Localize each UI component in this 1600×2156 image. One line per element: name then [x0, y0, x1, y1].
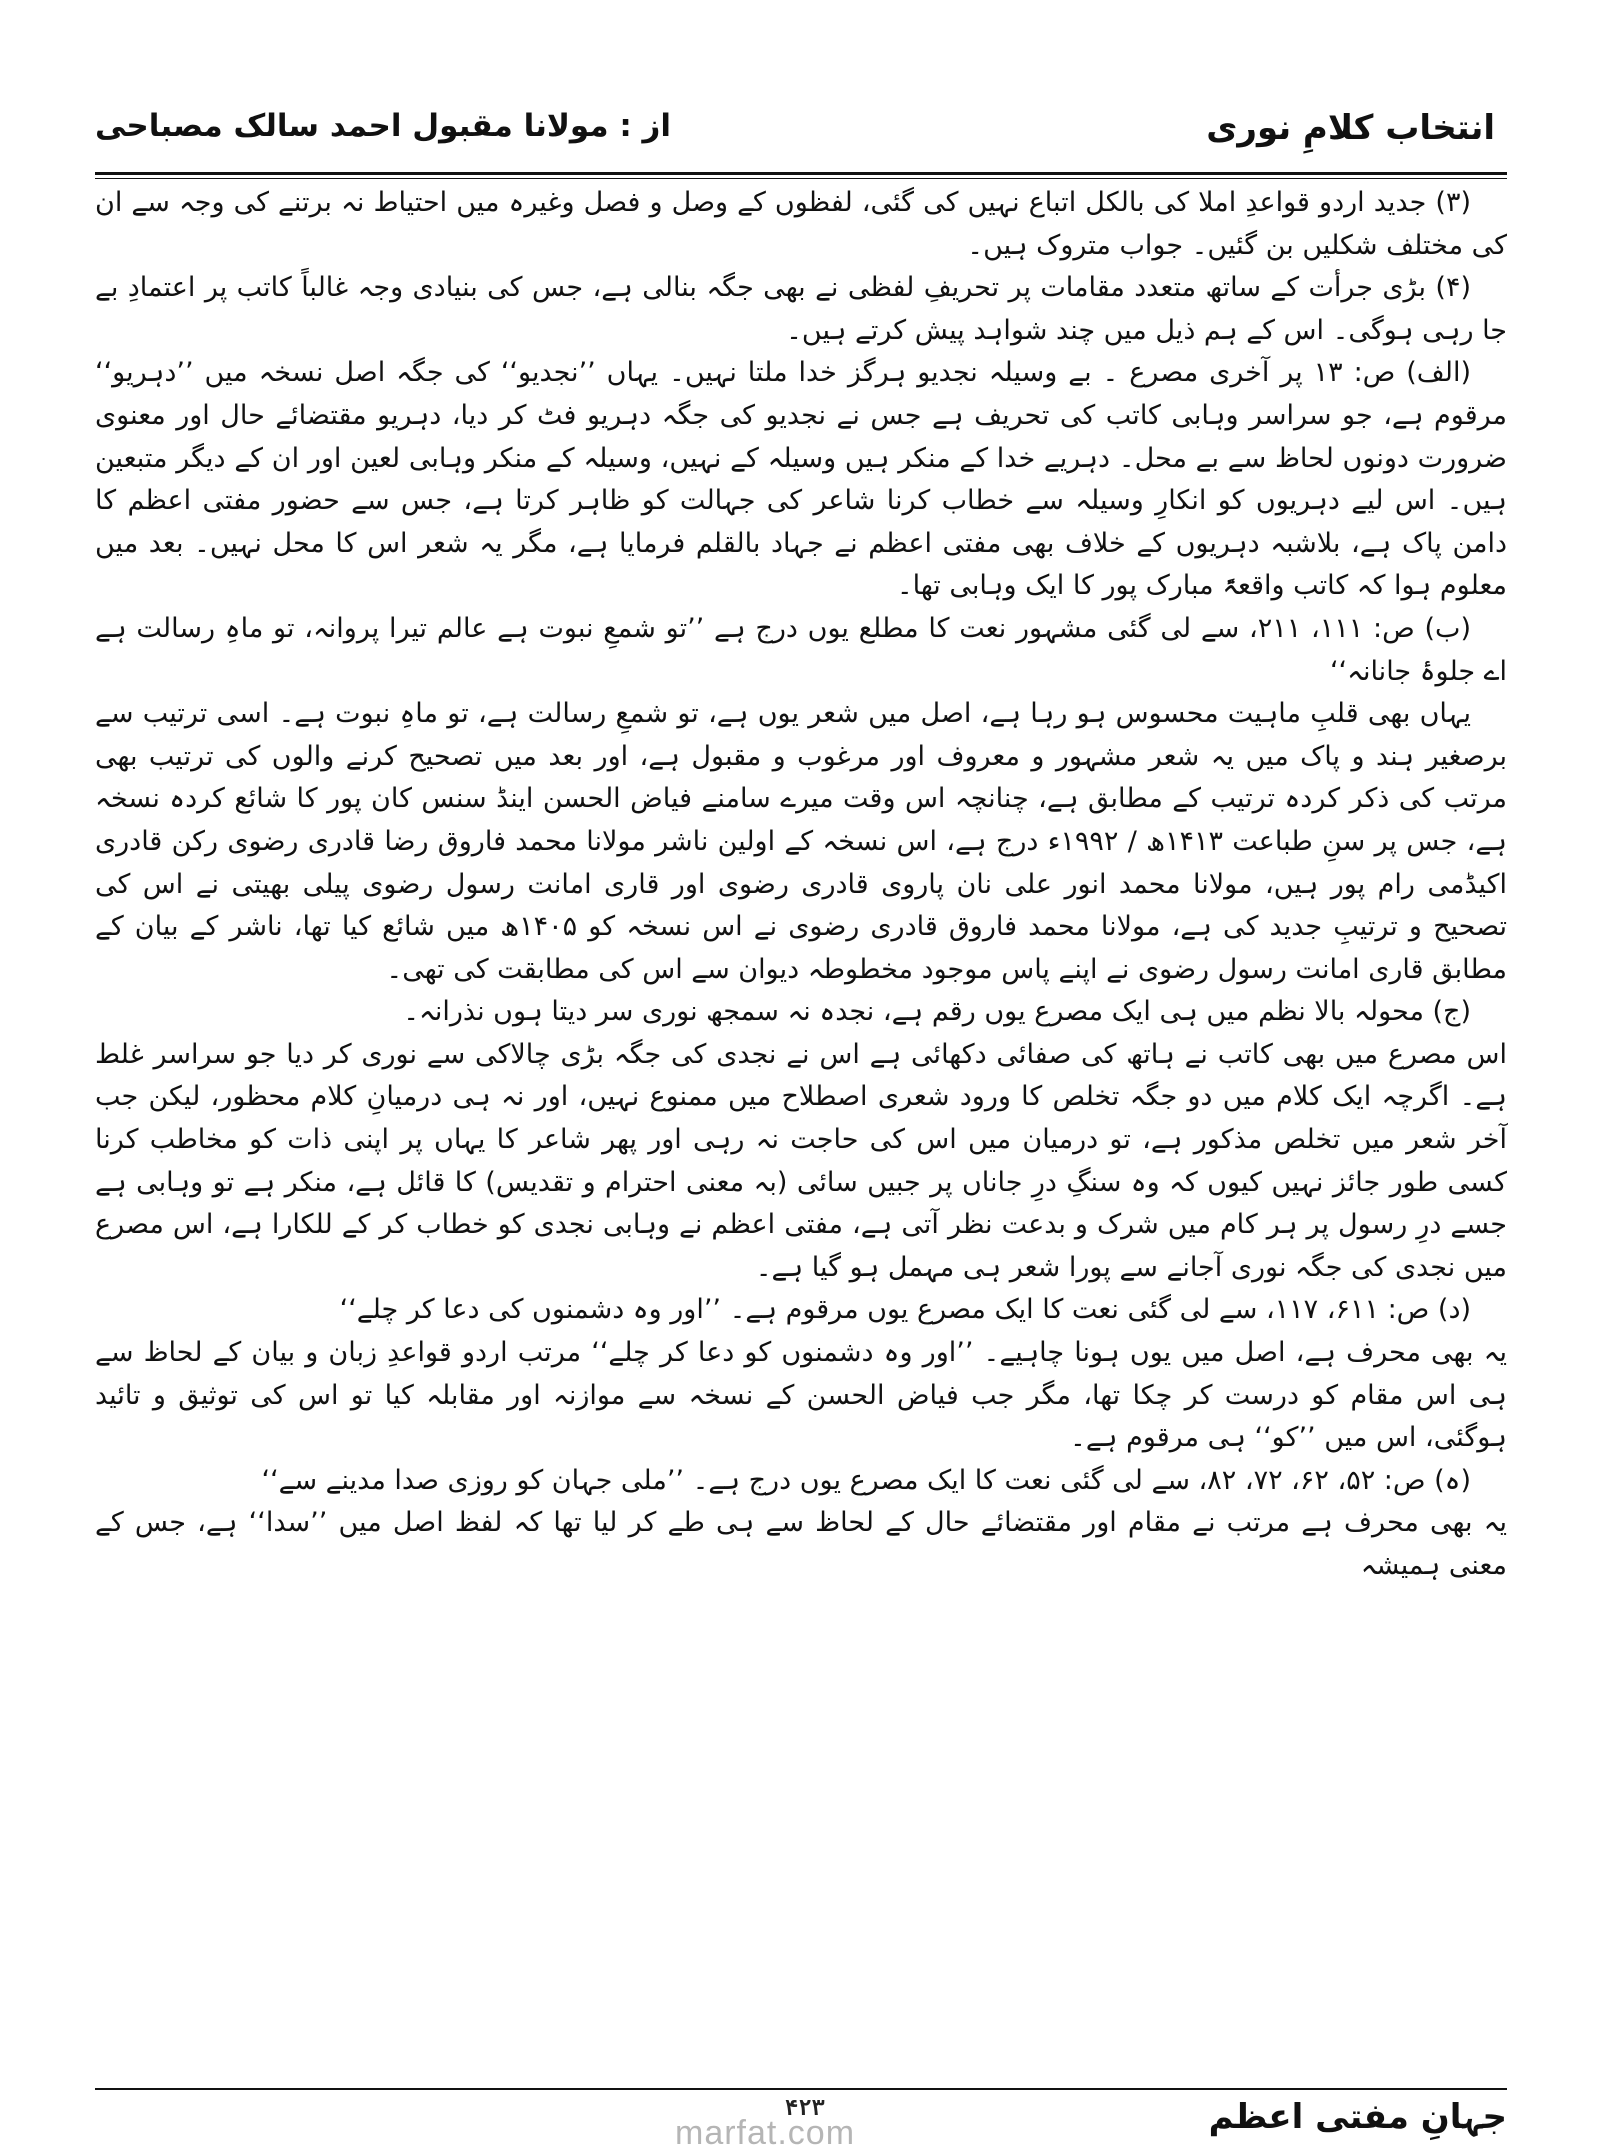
footer-title: جہانِ مفتی اعظم — [1208, 2097, 1507, 2137]
paragraph: (ہ) ص: ۵۲، ۶۲، ۷۲، ۸۲، سے لی گئی نعت کا ایک مصرع یوں درج ہے۔ ’’ملی جہان کو روزی صدا مدینے سے‘‘ — [261, 1464, 1471, 1496]
watermark: marfat.com — [675, 2114, 856, 2152]
paragraph: یہاں بھی قلبِ ماہیت محسوس ہو رہا ہے، اصل میں شعر یوں ہے، تو شمعِ رسالت ہے، تو ماہِ نبوت ہے۔ اسی ترتیب سے برصغیر ہند و پاک میں یہ شعر مشہور و معروف اور مرغوب و مقبول ہے، اور بعد میں تصحیح کرنے والوں کی ترتیب بھی مرتب کی ذکر کردہ ترتیب کے مطابق ہے، چنانچہ اس وقت میرے سامنے فیاض الحسن اینڈ سنس کان پور کا شائع کردہ نسخہ ہے، جس پر سنِ طباعت ۱۴۱۳ھ / ۱۹۹۲ء درج ہے، اس نسخہ کے اولین ناشر مولانا محمد فاروق رضا قادری رضوی رکن قادری اکیڈمی رام پور ہیں، مولانا محمد انور علی نان پاروی قادری رضوی اور قاری امانت رسول رضوی پیلی بھیتی نے اس کی تصحیح و ترتیبِ جدید کی ہے، مولانا محمد فاروق قادری رضوی نے اس نسخہ کو ۱۴۰۵ھ میں شائع کیا تھا، ناشر کے بیان کے مطابق قاری امانت رسول رضوی نے اپنے پاس موجود مخطوطہ دیوان سے اس کی مطابقت کی تھی۔ — [95, 698, 1508, 985]
page-number: ۴۲۳ — [785, 2096, 825, 2121]
footer-rule — [95, 2088, 1507, 2090]
paragraph: اس مصرع میں بھی کاتب نے ہاتھ کی صفائی دکھائی ہے اس نے نجدی کی جگہ بڑی چالاکی سے نوری کر دیا جو سراسر غلط ہے۔ اگرچہ ایک کلام میں دو جگہ تخلص کا ورود شعری اصطلاح میں ممنوع نہیں، اور نہ ہی درمیانِ کلام محظور، لیکن جب آخر شعر میں تخلص مذکور ہے، تو درمیان میں اس کی حاجت نہ رہی اور پھر شاعر کا یہاں پر اپنی ذات کو مخاطب کرنا کسی طور جائز نہیں کیوں کہ وہ سنگِ درِ جاناں پر جبیں سائی (بہ معنی احترام و تقدیس) کا قائل ہے، منکر ہے تو وہابی ہے جسے درِ رسول پر ہر کام میں شرک و بدعت نظر آتی ہے، مفتی اعظم نے وہابی نجدی کو خطاب کر کے للکارا ہے، اس مصرع میں نجدی کی جگہ نوری آجانے سے پورا شعر ہی مہمل ہو گیا ہے۔ — [95, 1038, 1507, 1283]
paragraph: یہ بھی محرف ہے، اصل میں یوں ہونا چاہیے۔ ’’اور وہ دشمنوں کو دعا کر چلے‘‘ مرتب اردو قواعدِ زبان و بیان کے لحاظ سے ہی اس مقام کو درست کر چکا تھا، مگر جب فیاض الحسن کے نسخہ سے موازنہ اور مقابلہ کیا تو اس کی توثیق و تائید ہوگئی، اس میں ’’کو‘‘ ہی مرقوم ہے۔ — [95, 1337, 1507, 1454]
author-line: از : مولانا مقبول احمد سالک مصباحی — [95, 108, 672, 144]
body-text — [95, 182, 1507, 1588]
header-rule — [95, 172, 1507, 179]
paragraph: (۳) جدید اردو قواعدِ املا کی بالکل اتباع نہیں کی گئی، لفظوں کے وصل و فصل وغیرہ میں احتیاط نہ برتنے کی وجہ سے ان کی مختلف شکلیں بن گئیں۔ جواب متروک ہیں۔ — [95, 187, 1507, 261]
book-title: انتخاب کلامِ نوری — [1206, 108, 1495, 148]
page-header — [95, 108, 1495, 168]
paragraph: (ب) ص: ۱۱۱، ۲۱۱، سے لی گئی مشہور نعت کا مطلع یوں درج ہے ’’تو شمعِ نبوت ہے عالم تیرا پروانہ، تو ماہِ رسالت ہے اے جلوۂ جانانہ‘‘ — [95, 612, 1507, 687]
paragraph: (الف) ص: ۱۳ پر آخری مصرع ۔ بے وسیلہ نجدیو ہرگز خدا ملتا نہیں۔ یہاں ’’نجدیو‘‘ کی جگہ اصل نسخہ میں ’’دہریو‘‘ مرقوم ہے، جو سراسر وہابی کاتب کی تحریف ہے جس نے نجدیو کی جگہ دہریو فٹ کر دیا، دہریو مقتضائے حال اور معنوی ضرورت دونوں لحاظ سے بے محل۔ دہریے خدا کے منکر ہیں وسیلہ کے نہیں، وسیلہ کے منکر وہابی لعین اور ان کے دیگر متبعین ہیں۔ اس لیے دہریوں کو انکارِ وسیلہ سے خطاب کرنا شاعر کی جہالت کو ظاہر کرتا ہے، جس سے حضور مفتی اعظم کا دامن پاک ہے، بلاشبہ دہریوں کے خلاف بھی مفتی اعظم نے جہاد بالقلم فرمایا ہے، مگر یہ شعر اس کا محل نہیں۔ بعد میں معلوم ہوا کہ کاتب واقعۃً مبارک پور کا ایک وہابی تھا۔ — [95, 357, 1507, 602]
paragraph: یہ بھی محرف ہے مرتب نے مقام اور مقتضائے حال کے لحاظ سے ہی طے کر لیا تھا کہ لفظ اصل میں ’’سدا‘‘ ہے، جس کے معنی ہمیشہ — [95, 1507, 1507, 1581]
paragraph: (د) ص: ۶۱۱، ۱۱۷، سے لی گئی نعت کا ایک مصرع یوں مرقوم ہے۔ ’’اور وہ دشمنوں کی دعا کر چلے‘‘ — [339, 1294, 1471, 1326]
paragraph: (۴) بڑی جرأت کے ساتھ متعدد مقامات پر تحریفِ لفظی نے بھی جگہ بنالی ہے، جس کی بنیادی وجہ غالباً کاتب پر اعتمادِ بے جا رہی ہوگی۔ اس کے ہم ذیل میں چند شواہد پیش کرتے ہیں۔ — [95, 272, 1507, 346]
paragraph: (ج) محولہ بالا نظم میں ہی ایک مصرع یوں رقم ہے، نجدہ نہ سمجھ نوری سر دیتا ہوں نذرانہ۔ — [403, 996, 1471, 1028]
